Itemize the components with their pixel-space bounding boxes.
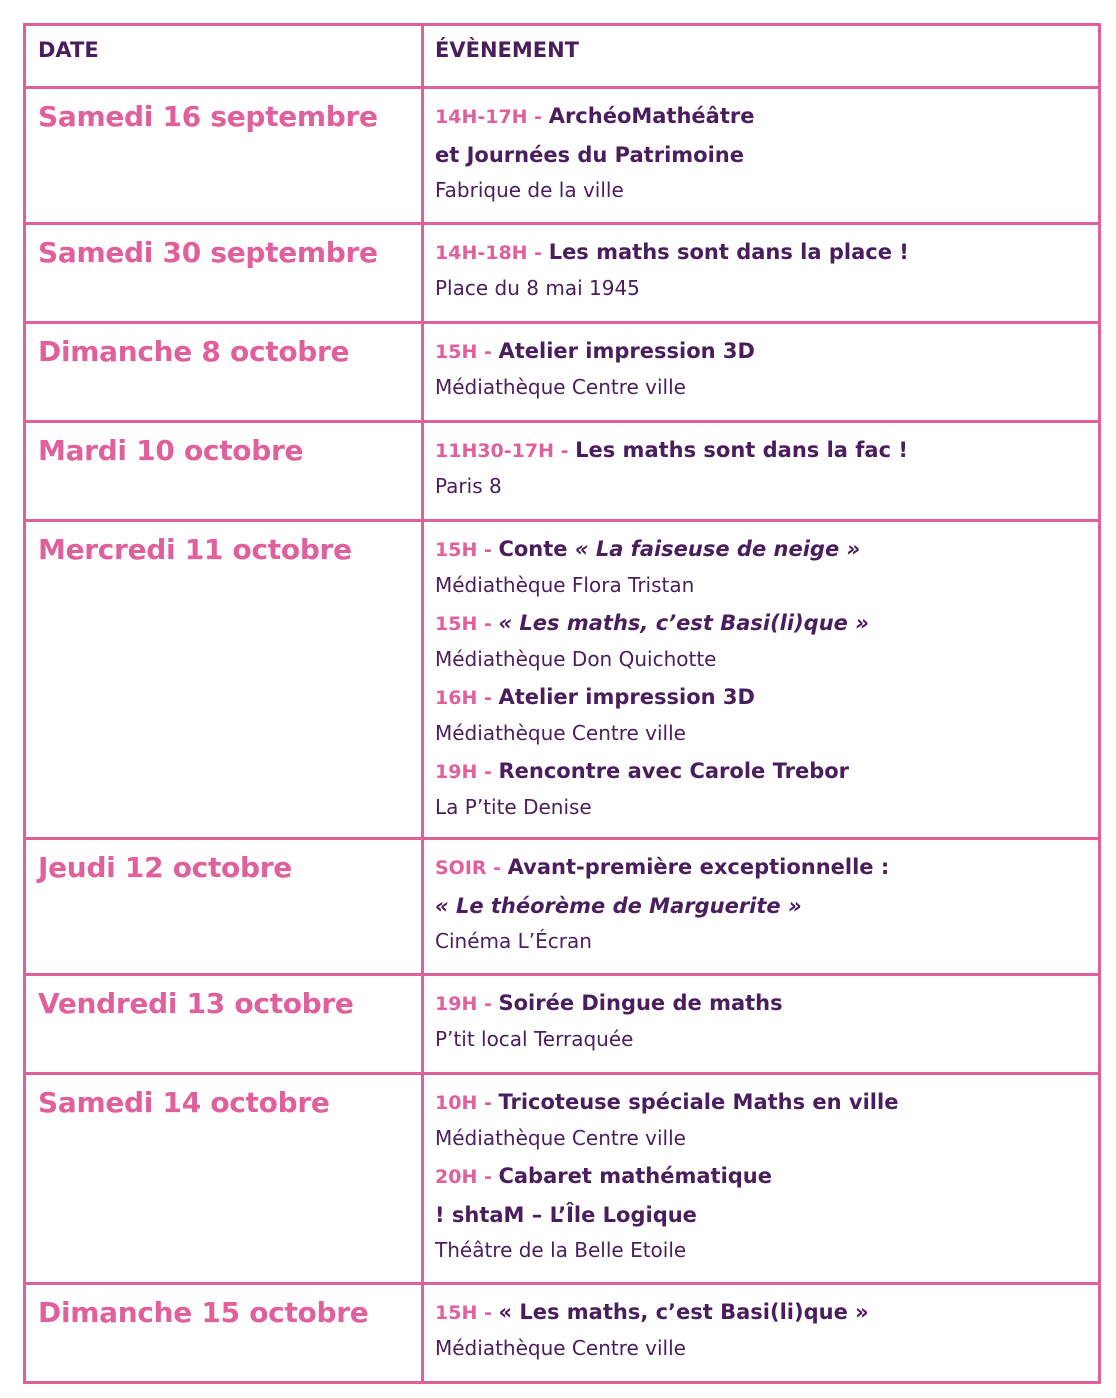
event-time: 11H30-17H - bbox=[435, 440, 576, 462]
schedule-table bbox=[23, 23, 1101, 1384]
event-time: 20H - bbox=[435, 1166, 499, 1188]
event-title: Atelier impression 3D bbox=[498, 339, 755, 363]
event-place: Médiathèque Centre ville bbox=[435, 721, 686, 745]
event-item bbox=[435, 530, 1086, 601]
row-date: Samedi 16 septembre bbox=[38, 100, 378, 133]
event-title: Cabaret mathématique bbox=[498, 1164, 773, 1188]
row-date: Samedi 30 septembre bbox=[38, 236, 378, 269]
table-row bbox=[26, 1072, 1098, 1282]
event-time: 15H - bbox=[435, 1302, 499, 1324]
row-date: Dimanche 15 octobre bbox=[38, 1296, 369, 1329]
event-time: 14H-17H - bbox=[435, 106, 549, 128]
event-place: Fabrique de la ville bbox=[435, 178, 624, 202]
row-date: Vendredi 13 octobre bbox=[38, 987, 354, 1020]
row-date: Dimanche 8 octobre bbox=[38, 335, 350, 368]
event-time: 16H - bbox=[435, 687, 499, 709]
event-time: SOIR - bbox=[435, 857, 508, 879]
event-time: 14H-18H - bbox=[435, 242, 549, 264]
event-item bbox=[435, 1157, 1086, 1266]
event-title: Soirée Dingue de maths bbox=[498, 991, 783, 1015]
table-header bbox=[26, 26, 1098, 86]
event-time: 15H - bbox=[435, 341, 499, 363]
event-time: 15H - bbox=[435, 613, 499, 635]
event-item bbox=[435, 332, 1086, 403]
event-item bbox=[435, 1293, 1086, 1364]
event-place: Médiathèque Centre ville bbox=[435, 1126, 686, 1150]
row-date: Mercredi 11 octobre bbox=[38, 533, 352, 566]
event-time: 19H - bbox=[435, 993, 499, 1015]
event-place: Place du 8 mai 1945 bbox=[435, 276, 640, 300]
header-date: DATE bbox=[26, 26, 424, 86]
event-item bbox=[435, 604, 1086, 675]
table-row bbox=[26, 973, 1098, 1072]
event-item bbox=[435, 431, 1086, 502]
table-row bbox=[26, 222, 1098, 321]
event-title: Les maths sont dans la fac ! bbox=[575, 438, 908, 462]
row-date: Samedi 14 octobre bbox=[38, 1086, 330, 1119]
event-time: 19H - bbox=[435, 761, 499, 783]
event-time: 10H - bbox=[435, 1092, 499, 1114]
event-place: P’tit local Terraquée bbox=[435, 1027, 634, 1051]
event-item bbox=[435, 984, 1086, 1055]
table-row bbox=[26, 519, 1098, 837]
event-title: « Les maths, c’est Basi(li)que » bbox=[498, 611, 869, 635]
event-item bbox=[435, 752, 1086, 823]
event-title: « La faiseuse de neige » bbox=[574, 537, 861, 561]
event-item bbox=[435, 97, 1086, 206]
table-row bbox=[26, 1282, 1098, 1381]
event-place: Médiathèque Don Quichotte bbox=[435, 647, 717, 671]
event-place: Médiathèque Centre ville bbox=[435, 1336, 686, 1360]
event-place: La P’tite Denise bbox=[435, 795, 592, 819]
header-event: ÉVÈNEMENT bbox=[435, 38, 580, 62]
table-row bbox=[26, 321, 1098, 420]
event-item bbox=[435, 678, 1086, 749]
event-title: Tricoteuse spéciale Maths en ville bbox=[498, 1090, 899, 1114]
table-row bbox=[26, 837, 1098, 973]
row-date: Mardi 10 octobre bbox=[38, 434, 304, 467]
event-title: « Les maths, c’est Basi(li)que » bbox=[498, 1300, 869, 1324]
event-item bbox=[435, 233, 1086, 304]
event-title: ArchéoMathéâtre bbox=[548, 104, 755, 128]
event-item bbox=[435, 1083, 1086, 1154]
event-time: 15H - bbox=[435, 539, 499, 561]
event-title: Atelier impression 3D bbox=[498, 685, 755, 709]
event-title-line2: et Journées du Patrimoine bbox=[435, 143, 744, 167]
event-title-prefix: Conte bbox=[498, 537, 575, 561]
event-title: Rencontre avec Carole Trebor bbox=[498, 759, 850, 783]
event-place: Cinéma L’Écran bbox=[435, 929, 592, 953]
event-item bbox=[435, 848, 1086, 957]
event-title-line2: « Le théorème de Marguerite » bbox=[435, 894, 802, 918]
event-place: Paris 8 bbox=[435, 474, 502, 498]
table-row bbox=[26, 86, 1098, 222]
event-place: Médiathèque Centre ville bbox=[435, 375, 686, 399]
event-title: Les maths sont dans la place ! bbox=[548, 240, 909, 264]
event-title: Avant-première exceptionnelle : bbox=[507, 855, 890, 879]
event-title-line2: ! shtaM – L’Île Logique bbox=[435, 1203, 697, 1227]
row-date: Jeudi 12 octobre bbox=[38, 851, 292, 884]
event-place: Médiathèque Flora Tristan bbox=[435, 573, 695, 597]
table-row bbox=[26, 420, 1098, 519]
event-place: Théâtre de la Belle Etoile bbox=[435, 1238, 687, 1262]
